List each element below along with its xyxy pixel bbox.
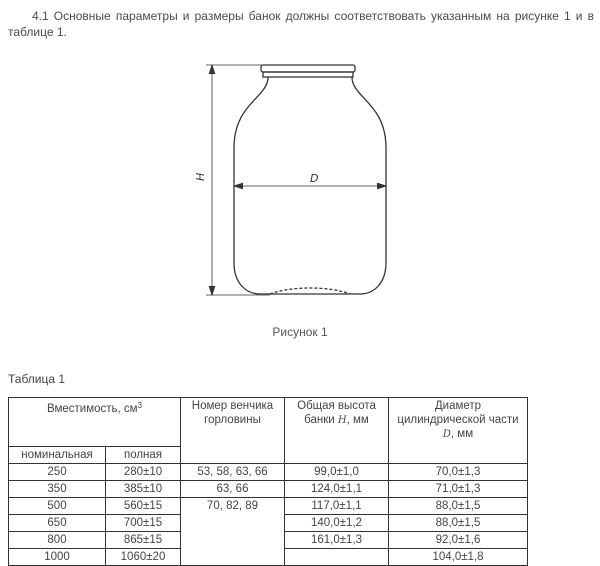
cell-full: 1060±20 [106, 549, 181, 566]
jar-neck [263, 72, 353, 77]
cell-height: 117,0±1,1 [285, 498, 389, 515]
cell-full: 865±15 [106, 532, 181, 549]
header-capacity: Вместимость, $см^3$ [9, 398, 181, 447]
header-neck-number: Номер венчика горловины [181, 398, 285, 464]
cell-neck: 70, 82, 89 [181, 498, 285, 515]
height-label: H [194, 172, 207, 181]
cell-nominal: 250 [9, 464, 106, 481]
cell-nominal: 650 [9, 515, 106, 532]
cell-diameter: 70,0±1,3 [389, 464, 528, 481]
table-row [9, 515, 528, 532]
cell-neck: 53, 58, 63, 66 [181, 464, 285, 481]
diameter-label: D [310, 172, 319, 185]
cell-neck: 63, 66 [181, 481, 285, 498]
cell-diameter: 88,0±1,5 [389, 515, 528, 532]
jar-neck-ring [261, 65, 355, 72]
intro-text: 4.1 Основные параметры и размеры банок должны соответствовать указанным на рисунке 1 и в таблице 1. [8, 9, 594, 39]
intro-paragraph [8, 8, 594, 40]
jar-drawing [190, 58, 400, 308]
cell-neck [181, 549, 285, 566]
table-title: Таблица 1 [8, 372, 66, 386]
cell-height: 124,0±1,1 [285, 481, 389, 498]
table-row [9, 481, 528, 498]
figure-caption: Рисунок 1 [272, 325, 328, 339]
cell-nominal: 350 [9, 481, 106, 498]
cell-neck [181, 515, 285, 532]
diameter-arrow-right [377, 183, 386, 189]
cell-diameter: 92,0±1,6 [389, 532, 528, 549]
cell-full: 280±10 [106, 464, 181, 481]
table-row [9, 464, 528, 481]
header-height: Общая высота банки H, мм [285, 398, 389, 464]
table-header-row [9, 398, 528, 447]
cell-diameter: 104,0±1,8 [389, 549, 528, 566]
table-row [9, 532, 528, 549]
jar-base [270, 288, 350, 294]
cell-full: 385±10 [106, 481, 181, 498]
table-row [9, 549, 528, 566]
cell-full: 560±15 [106, 498, 181, 515]
cell-nominal: 500 [9, 498, 106, 515]
cell-diameter: 71,0±1,3 [389, 481, 528, 498]
cell-nominal: 800 [9, 532, 106, 549]
height-arrow-top [209, 65, 215, 74]
jar-body-outline [234, 77, 386, 294]
cell-nominal: 1000 [9, 549, 106, 566]
cell-neck [181, 532, 285, 549]
header-diameter: Диаметр цилиндрической части D, мм [389, 398, 528, 464]
cell-height: 161,0±1,3 [285, 532, 389, 549]
height-arrow-bottom [209, 286, 215, 295]
header-nominal: номинальная [9, 447, 106, 464]
parameters-table [8, 397, 528, 566]
cell-diameter: 88,0±1,5 [389, 498, 528, 515]
cell-height: 140,0±1,2 [285, 515, 389, 532]
diameter-arrow-left [234, 183, 243, 189]
cell-full: 700±15 [106, 515, 181, 532]
header-full: полная [106, 447, 181, 464]
cell-height: 99,0±1,0 [285, 464, 389, 481]
cell-height [285, 549, 389, 566]
table-row [9, 498, 528, 515]
